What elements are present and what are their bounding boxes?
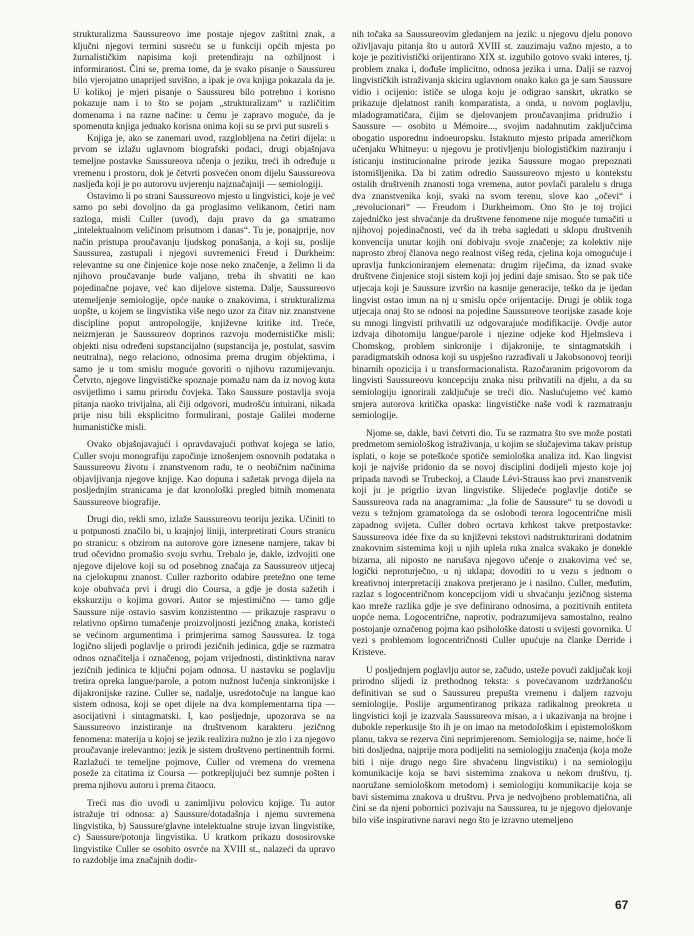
paragraph: Drugi dio, rekli smo, izlaže Saussureovu teoriju jezika. Učiniti to u potpunosti značilo bi, u krajnjoj liniji, interpretirati Cours stranicu po stranicu: s obzirom na autorove gore iznesene namjere, takav bi trud očevidno promašio svoju svrhu. Trebalo je, dakle, izdvojiti one njegove dijelove koji su od posebnog značaja za Saussureov utjecaj na cjelokupnu znanost. Culler razborito odabire pretežno one teme koje obuhvaća prvi i drugi dio Coursa, a gdje je dosta sažetih i ekskurziju o kojima govori. Autor se mjestimično — tamo gdje Saussure nije ostavio sasvim konzistentno — prikazuje raspravu o relativno opširno tumačenje proizvoljnosti jezičnog znaka, koristeći se većinom argumentima i primjerima samog Saussurea. Iz toga logično slijedi poglavlje o prirodi jezičnih jedinica, gdje se razmatra odnos označitelja i označenog, pojam vrijednosti, distinktivna narav jezičnih jedinica te ključni pojam odnosa. U nastavku se poglavlju tretira opreka langue/parole, a potom nužnost lučenja sinkronijske i dijakronijske razine. Culler se, nadalje, usredotočuje na langue kao sistem odnosa, koji se opet dijele na dva komplementarna tipa — asocijativni i sintagmatski. I, kao posljednje, upozorava se na Saussureovo inzistiranje na društvenom karakteru jezičnog fenomena: materija u kojoj se jezik realizira nužno je zlo i za njegovo proučavanje irelevantno: jezik je sistem društveno pertinentnih formi. Razlažući te temeljne pojmove, Culler od vremena do vremena poseže za citatima iz Coursa — potkrepljujući bez sumnje pošten i prema njihovu autoru i prema čitaocu. [73,515,335,791]
paragraph: Ovako objašnjavajući i opravdavajući pothvat kojega se latio, Culler svoju monografiju započinje iznošenjem osnovnih podataka o Saussureovu životu i znanstvenom radu, te o neobičnim načinima objavljivanja njegove knjige. Kao dopuna i sažetak prvoga dijela na posljednjim stranicama je dat kronološki pregled bitnih momenata Saussureove biografije. [73,440,335,508]
right-text-column [352,30,632,827]
paragraph: U posljednjem poglavlju autor se, začudo, usteže povući zaključak koji prirodno slijedi iz prethodnog teksta: s povećavanom uzdržanošću definitivan se sud o Saussureu prepušta vremenu i daljem razvoju semiologije. Poslije argumentiranog prikaza radikalnog preokreta u lingvistici koji je izazvala Saussureova misao, a i ukazivanja na brojne i dubokle reperkusije što ih je on imao na metodološkim i epistemološkom planu, takva se rezerva čini neprimjerenom. Semiologija se, naime, hoće li biti dosljedna, najprije mora podijeliti na semiologiju značenja (koja može biti i nije drugo nego šire shvaćenu lingvistiku) i na semiologiju komunikacije koja se bavi sistemima znakova u nekom društvu, tj. naoružane semiološkom metodom) i semiologiju komunikacije koja se bavi sistemima znakova u društvu. Prva je nedvojbeno problematična, ali čini se da njeni pobornici pozivaju na Saussurea, tu je njegovo djelovanje bilo više inspirativne naravi nego što je izravno utemeljeno [352,665,632,826]
page-number: 67 [615,898,629,912]
paragraph: Njome se, dakle, bavi četvrti dio. Tu se razmatra što sve može postati predmetom semiološkog istraživanja, u kojim se slučajevima takav pristup isplati, o koje se poteškoće spotiče semiološka analiza itd. Kao lingvist koji je najviše pridonio da se novoj disciplini dodijeli mjesto koje joj pripada navodi se Trubeckoj, a Claude Lévi-Strauss kao prvi znanstvenik koji ju je prigrlio izvan lingvistike. Slijedeće poglavlje dotiče se Saussureova rada na anagramima: „la folie de Saussure“ tu se dovodi u vezu s težnjom gramatologa da se oslobodi terora logocentrične misli zapadnog svijeta. Culler dobro ocrtava krhkost takve pretpostavke: Saussureova idée fixe da su književni tekstovi nadstrukturirani dodatnim znakovnim sistemima koji u njih uplela ruka znalca svakako je donekle bizarna, ali niposto ne narušava njegovo učenje o znakovima već se, logički neproturječno, u nj uklapa; dovoditi to u vezu s jednom o kreativnoj interpretaciji znakova pretjerano je i nasilno. Culler, međutim, razlaz s logocentričnom koncepcijom vidi u shvaćanju jezičnog sistema kao mreže razlika gdje je sve definirano odnosima, a pozitivnih entiteta uopće nema. Logocentrične, naprotiv, podrazumijeva samostalno, realno postojanje označenog pojma kao psihološke datosti u svijesti govornika. U vezi s problemom logocentričnosti Culler upućuje na članke Derride i Kristeve. [352,428,632,658]
paragraph: Ostavimo li po strani Saussureovo mjesto u lingvistici, koje je već samo po sebi dovoljno da ga proglasimo velikanom, četiri nam razloga, misli Culler (uvod), daju pravo da ga smatramo „intelektualnom veličinom prisutnom i danas“. Tu je, ponajprije, nov način pristupa proučavanju ljudskog ponašanja, a koji su, poslije Saussurea, zastupali i njegovi suvremenici Freud i Durkheim: relevantne su one činjenice koje nose neko značenje, a želimo li da njihovo proučavanje bude valjano, treba ih shvatiti ne kao pojedinačne pojave, već kao dijelove sistema. Dalje, Saussureovo utemeljenje semiologije, opće nauke o znakovima, i strukturalizma uopšte, u kojem se lingvistika više nego uzor za čitav niz znanstvene discipline poput antropologije, književne kritike itd. Treće, neizmjeran je Saussureov doprinos razvoju modernističke misli: objekti nisu određeni supstancijalno (supstancija je, postulat, sasvim neutralna), nego relaciono, odnosima prema drugim objektima, i samo je u tom smislu moguće govoriti o njihovu razumijevanju. Četvrto, njegove lingvističke spoznaje pomažu nam da iz novog kuta osvijetlimo i samu prirodu čovjeka. Tako Saussure postavlja svoja pitanja naoko trivijalna, ali čiji odgovori, mudrošću intuirani, nikada prije nisu bili eksplicitno formulirani, postaje Galilei moderne humanističke misli. [73,191,335,433]
paragraph: Knjiga je, ako se zanemari uvod, razgloblјena na četiri dijela: u prvom se izlažu uglavnom biografski podaci, drugi objašnjava temeljne postavke Saussureova učenja o jeziku, treći ih određuje u vremenu i prostoru, dok je četvrti posvećen onom dijelu Saussureova nasljeđa koji je po autorovu uvjerenju najznačajniji — semiologiji. [73,133,335,191]
paragraph: strukturalizma Saussureovo ime postaje njegov zaštitni znak, a ključni njegovi termini susreću se u funkciji općih mjesta po žurnalističkim napisima koji pretendiraju na ozbiljnost i informiranost. Čini se, prema tome, da je svako pisanje o Saussureu bilo vjerojatno unaprijed suvišno, a ipak je ova knjiga pokazala da je. U kolikoj je mjeri pisanje o Saussureu bilo potrebno i korisno pokazuje nam i to što se pojam „strukturalizam“ u različitim domenama i na razne načine: u čemu je zapravo moguće, da je spomenuta knjiga jednako korisna onima koji su se prvi put susreli s [73,30,335,133]
paragraph: Treći nas dio uvodi u zanimljivu polovicu knjige. Tu autor istražuje tri odnosa: a) Saussure/dotadašnja i njemu suvremena lingvistika, b) Saussure/glavne intelektualne struje izvan lingvistike, c) Saussure/potonja lingvistika. U kratkom prikazu dososirovske lingvistike Culler se osobito osvrće na XVIII st., nalazeći da upravo to razdoblje ima značajnih dodir- [73,798,335,867]
paragraph: nih točaka sa Saussureovim gledanjem na jezik: u njegovu djelu ponovo oživljavaju pitanja što u autorâ XVIII st. zauzimaju važno mjesto, a to koje je pozitivistički orijentirano XIX st. izgubilo gotovo svaki interes, tj. problem znaka i, dođuše implicitno, odnosa jezika i uma. Dalji se razvoj lingvističkih istraživanja skicira uglavnom onako kako ga je sam Saussure vidio i ocijenio: ističe se uloga koju je odigrao sanskrt, ukratko se prikazuje djelatnost ranih komparatista, a onda, u novom poglavlju, mladogramatičara, čijim se djelovanjem proučavanjima pridružio i Saussure — osobito u Mémoire..., svojim nadahnutim zaključcima obogatio usporednu indoeuropsku. Istaknuto mjesto pripada američkom učenjaku Whitneyu: u njegovu je protivljenju biologističkim naziranju i isticanju institucionalne prirode jezika Saussure mogao prepoznati istomišljenika. Da bi zatim odredio Saussureovo mjesto u kontekstu ostalih društvenih znanosti toga vremena, autor povlači paralelu s druga dva znanstvenika koji, svaki na svom terenu, slove kao „očevi“ i „revolucionari“ — Freudom i Durkheimom. Ono što je toj trojici zajedničko jest shvaćanje da društvene fenomene nije moguće tumačiti u njihovoj pojedinačnosti, već da ih treba sagledati u sklopu društvenih konvencija unutar kojih oni dobivaju svoje značenje; za kolektiv nije naprosto zbroj članova nego realnost višeg reda, cjelina koja omogućuje i upravlja funkcioniranjem elemenata: drugim riječima, da iznad svake društvene činjenice stoji sistem koji joj jedini daje smisao. Što se pak tiče utjecaja koji je Saussure izvršio na kasnije generacije, teško da je ijedan lingvist ostao imun na nj u smislu opće orijentacije. Drugi je oblik toga utjecaja onaj što se odnosi na pojedine Saussureove teorijske zasade koje su mnogi lingvisti prihvatili uz odgovarajuće modifikacije. Ovdje autor izdvaja dihotomiju langue/parole i njezine odjeke kod Hjelmsleva i Chomskog, problem sinkronije i dijakronije, te sintagmatskih i paradigmatskih odnosa koji su uspješno razrađivali u Jakobsonovoj teoriji binarnih opozicija i u transformacionalista. Razočaranim prigovorom da lingvisti Saussureovu koncepciju znaka nisu prihvatili na djelu, a da su semiologiju ignorirali zaključuje se treći dio. Naslućujemo već kamo smjera autorova kritička opaska: lingvističke naše vodi k razmatranju semiologije. [352,30,632,422]
left-text-column [73,30,335,868]
column-gutter [343,30,344,890]
